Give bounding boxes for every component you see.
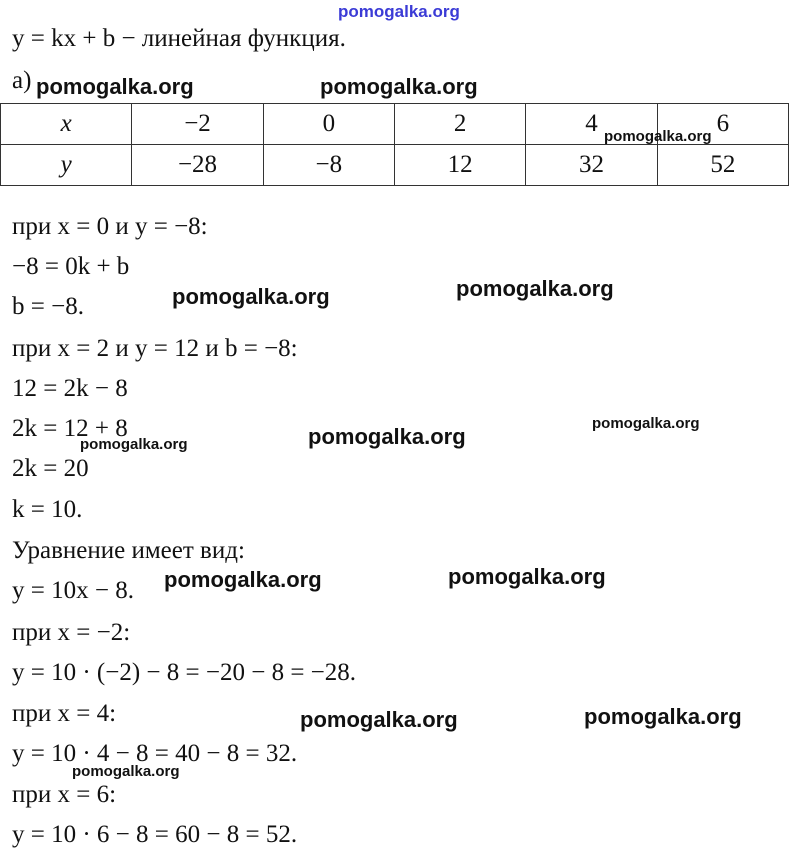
table-cell: −2 [132, 104, 263, 145]
solution-line: y = 10 · 6 − 8 = 60 − 8 = 52. [12, 821, 298, 848]
table-cell: 0 [263, 104, 394, 145]
formula-line: y = kx + b − линейная функция. [12, 25, 346, 52]
solution-line: b = −8. [12, 293, 84, 320]
watermark: pomogalka.org [172, 284, 330, 309]
solution-line: 2k = 20 [12, 455, 89, 482]
part-label: а) [12, 67, 32, 94]
site-header-watermark: pomogalka.org [338, 2, 460, 21]
watermark: pomogalka.org [308, 424, 466, 449]
solution-line: 2k = 12 + 8 [12, 415, 128, 442]
solution-line: y = 10 · 4 − 8 = 40 − 8 = 32. [12, 740, 298, 767]
watermark: pomogalka.org [320, 74, 478, 99]
table-cell: 4 [526, 104, 657, 145]
table-header-x: x [1, 104, 132, 145]
table-cell: 52 [657, 145, 788, 186]
watermark: pomogalka.org [72, 763, 180, 780]
watermark: pomogalka.org [456, 276, 614, 301]
solution-line: −8 = 0k + b [12, 253, 130, 280]
solution-line: при x = −2: [12, 619, 131, 646]
table-cell: 2 [394, 104, 525, 145]
solution-line: при x = 6: [12, 781, 117, 808]
solution-line: k = 10. [12, 496, 83, 523]
table-cell: 6 [657, 104, 788, 145]
solution-line: y = 10x − 8. [12, 577, 134, 604]
solution-line: 12 = 2k − 8 [12, 375, 128, 402]
solution-line: Уравнение имеет вид: [12, 537, 245, 564]
watermark: pomogalka.org [592, 415, 700, 432]
watermark: pomogalka.org [604, 128, 712, 145]
solution-line: при x = 2 и y = 12 и b = −8: [12, 335, 298, 362]
watermark: pomogalka.org [36, 74, 194, 99]
solution-line: при x = 0 и y = −8: [12, 213, 208, 240]
table-row-y [1, 145, 789, 186]
watermark: pomogalka.org [584, 704, 742, 729]
solution-line: при x = 4: [12, 700, 117, 727]
watermark: pomogalka.org [300, 707, 458, 732]
table-cell: 12 [394, 145, 525, 186]
table-cell: 32 [526, 145, 657, 186]
watermark: pomogalka.org [80, 436, 188, 453]
watermark: pomogalka.org [164, 567, 322, 592]
solution-line: y = 10 · (−2) − 8 = −20 − 8 = −28. [12, 659, 357, 686]
watermark: pomogalka.org [448, 564, 606, 589]
table-cell: −28 [132, 145, 263, 186]
table-header-y: y [1, 145, 132, 186]
table-cell: −8 [263, 145, 394, 186]
